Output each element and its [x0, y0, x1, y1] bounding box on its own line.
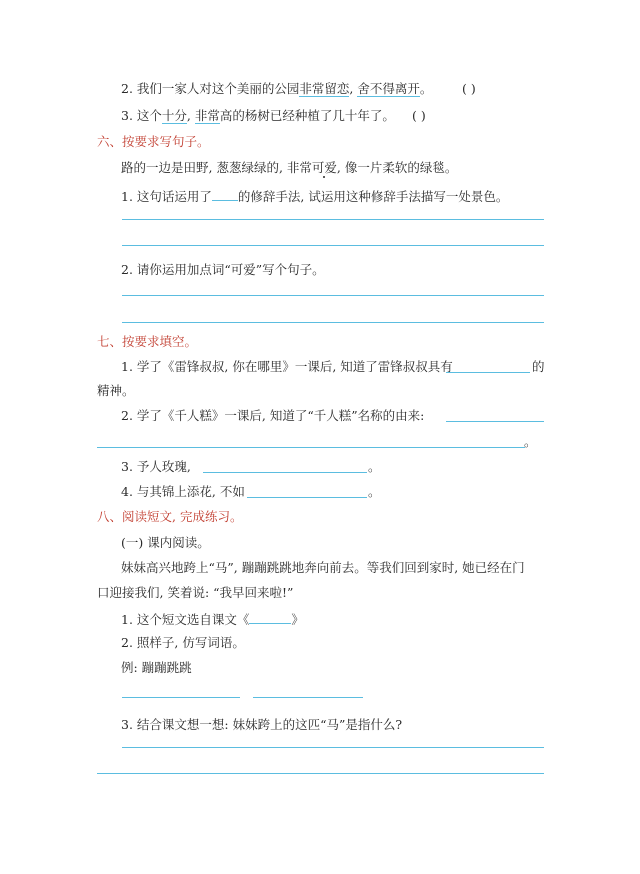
s7-q2-blank[interactable]	[446, 421, 544, 422]
s7-q1-cont: 精神。	[97, 383, 135, 398]
s8-q2-blank-1[interactable]	[122, 697, 240, 698]
s7-q3-blank[interactable]	[203, 472, 367, 473]
s8-q1: 1. 这个短文选自课文《 》	[121, 612, 304, 627]
s7-q1-tail: 的	[532, 359, 545, 374]
s5-item2: 2. 我们一家人对这个美丽的公园非常留恋, 舍不得离开。	[121, 81, 433, 96]
s5-item3-answer-paren[interactable]: ( )	[412, 108, 426, 123]
section-heading-7: 七、按要求填空。	[97, 334, 198, 349]
answer-line[interactable]	[122, 747, 544, 748]
answer-line[interactable]	[97, 773, 544, 774]
s8-q3: 3. 结合课文想一想: 妹妹跨上的这匹“马”是指什么?	[121, 717, 403, 732]
s7-q4-blank[interactable]	[247, 497, 367, 498]
s7-q1: 1. 学了《雷锋叔叔, 你在哪里》一课后, 知道了雷锋叔叔具有	[121, 359, 453, 374]
section-heading-6: 六、按要求写句子。	[97, 134, 210, 149]
s7-q1-blank[interactable]	[446, 372, 530, 373]
s5-item2-answer-paren[interactable]: ( )	[462, 81, 476, 96]
answer-line[interactable]	[122, 219, 544, 220]
answer-line[interactable]	[122, 245, 544, 246]
s8-example: 例: 蹦蹦跳跳	[121, 660, 192, 675]
s7-q2-blank-line2[interactable]	[97, 447, 525, 448]
s7-q3: 3. 予人玫瑰,	[121, 459, 191, 474]
section-heading-8: 八、阅读短文, 完成练习。	[97, 509, 243, 524]
s5-item3: 3. 这个十分, 非常高的杨树已经种植了几十年了。	[121, 108, 395, 123]
s8-q2: 2. 照样子, 仿写词语。	[121, 635, 245, 650]
s6-q2: 2. 请你运用加点词“可爱”写个句子。	[121, 262, 325, 277]
answer-line[interactable]	[122, 322, 544, 323]
s8-q1-blank[interactable]	[249, 610, 291, 624]
s7-q4: 4. 与其锦上添花, 不如	[121, 484, 245, 499]
s8-subheading: (一) 课内阅读。	[121, 535, 210, 550]
s7-q2-end: 。	[524, 434, 537, 449]
s7-q2: 2. 学了《千人糕》一课后, 知道了“千人糕”名称的由来:	[121, 408, 425, 423]
s7-q3-end: 。	[368, 459, 381, 474]
answer-line[interactable]	[122, 295, 544, 296]
s8-passage-line1: 妹妹高兴地跨上“马”, 蹦蹦跳跳地奔向前去。等我们回到家时, 她已经在门	[121, 560, 525, 575]
s6-passage: 路的一边是田野, 葱葱绿绿的, 非常可爱, 像一片柔软的绿毯。	[121, 160, 458, 175]
s6-q1: 1. 这句话运用了 的修辞手法, 试运用这种修辞手法描写一处景色。	[121, 189, 509, 204]
s6-q1-blank[interactable]	[212, 187, 238, 201]
s8-passage-line2: 口迎接我们, 笑着说: “我早回来啦!”	[97, 585, 294, 600]
s8-q2-blank-2[interactable]	[253, 697, 363, 698]
s7-q4-end: 。	[368, 484, 381, 499]
